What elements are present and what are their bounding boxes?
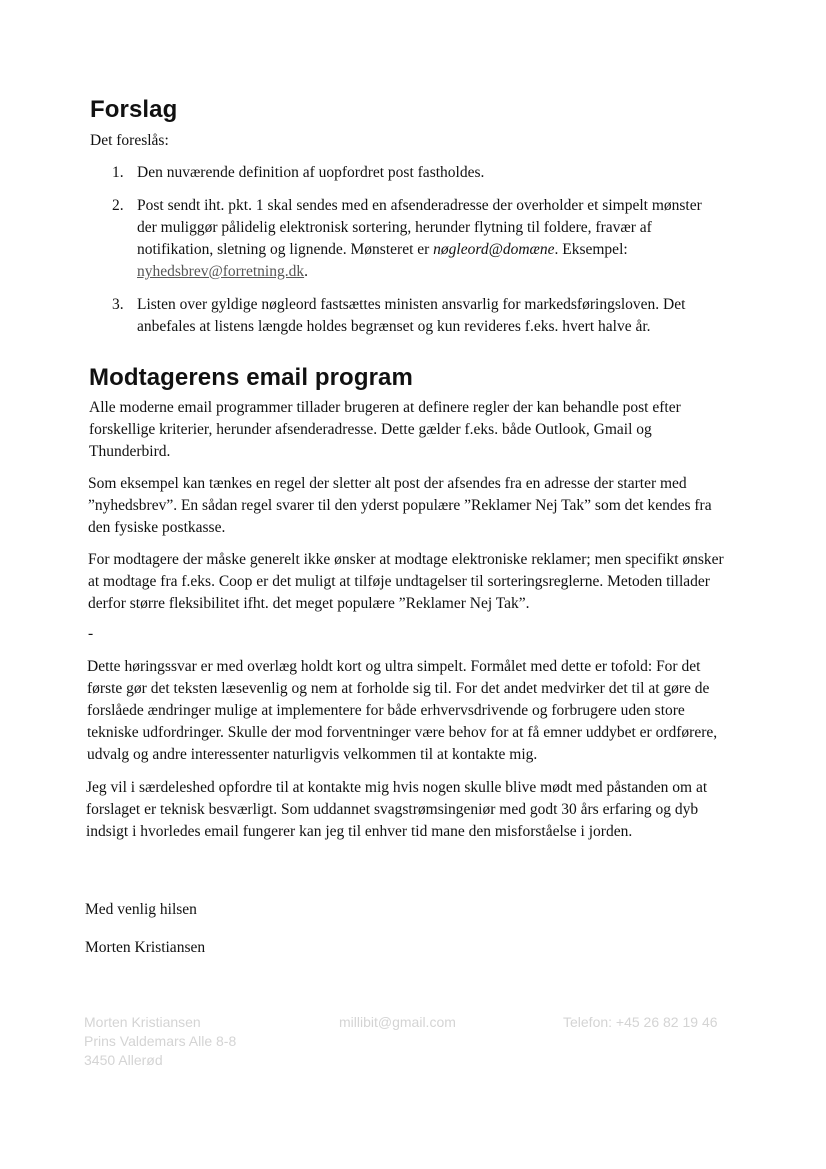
list-item-text: . Eksempel: <box>554 241 628 258</box>
body-paragraph: Jeg vil i særdeleshed opfordre til at kontakte mig hvis nogen skulle blive mødt med påstanden om at forslaget er teknisk besværligt. Som uddannet svagstrømsingeniør med godt 30 års erfaring og dyb indsigt i hvorledes email fungerer kan jeg til enhver tid mane den misforståelse i jorden. <box>86 779 708 840</box>
body-paragraph: Som eksempel kan tænkes en regel der sletter alt post der afsendes fra en adresse der starter med ”nyhedsbrev”. En sådan regel svarer til den yderst populære ”Reklamer Nej Tak” som det kendes fra den fysiske postkasse. <box>88 475 712 536</box>
pattern-text: nøgleord@domæne <box>433 241 555 258</box>
list-item-number: 1. <box>112 164 124 181</box>
list-item <box>112 195 722 283</box>
body-paragraph: Alle moderne email programmer tillader brugeren at definere regler der kan behandle post efter forskellige kriterier, herunder afsenderadresse. Dette gælder f.eks. både Outlook, Gmail og Thunderbird. <box>89 399 681 460</box>
footer-name: Morten Kristiansen <box>84 1014 201 1030</box>
signature-name: Morten Kristiansen <box>85 939 206 956</box>
body-paragraph: Dette høringssvar er med overlæg holdt kort og ultra simpelt. Formålet med dette er tofold: For det første gør det teksten læsevenlig og nem at forholde sig til. For det andet medvirker det til at gøre de forslåede ændringer mulige at implementere for både erhvervsdrivende og forbrugere uden store tekniske udfordringer. Skulle der mod forventninger være behov for at få emner uddybet er ordførere, udvalg og andre interessenter naturligvis velkommen til at kontakte mig. <box>87 658 718 763</box>
list-item-text: Listen over gyldige nøgleord fastsættes ministen ansvarlig for markedsføringsloven. Det anbefales at listens længde holdes begrænset og kun revideres f.eks. hvert halve år. <box>137 296 686 335</box>
body-paragraph: For modtagere der måske generelt ikke ønsker at modtage elektroniske reklamer; men specifikt ønsker at modtage fra f.eks. Coop er det muligt at tilføje undtagelser til sorteringsreglerne. Metoden tillader derfor større fleksibilitet ifht. det meget populære ”Reklamer Nej Tak”. <box>88 551 724 612</box>
separator-dash: - <box>88 625 94 642</box>
list-item-text: . <box>304 263 308 280</box>
section-heading-email-program: Modtagerens email program <box>89 364 413 391</box>
list-item <box>112 162 722 184</box>
intro-text: Det foreslås: <box>90 132 169 149</box>
footer-city: 3450 Allerød <box>84 1052 163 1068</box>
footer-street: Prins Valdemars Alle 8-8 <box>84 1033 237 1049</box>
list-item <box>112 294 722 338</box>
list-item-number: 2. <box>112 197 124 214</box>
list-item-text: Post sendt iht. pkt. 1 skal sendes med en afsenderadresse der overholder et simpelt mønster der muliggør pålidelig elektronisk sortering, herunder flytning til foldere, fravær af notifikation, sletning og lignende. Mønsteret er <box>137 197 702 258</box>
section-heading-forslag: Forslag <box>90 96 178 123</box>
closing-greeting: Med venlig hilsen <box>85 901 197 918</box>
list-item-text: Den nuværende definition af uopfordret post fastholdes. <box>137 164 485 181</box>
proposal-list <box>112 162 722 349</box>
example-email-link[interactable]: nyhedsbrev@forretning.dk <box>137 263 305 280</box>
footer-phone: Telefon: +45 26 82 19 46 <box>563 1014 718 1030</box>
list-item-number: 3. <box>112 296 124 313</box>
footer-email: millibit@gmail.com <box>339 1014 456 1030</box>
